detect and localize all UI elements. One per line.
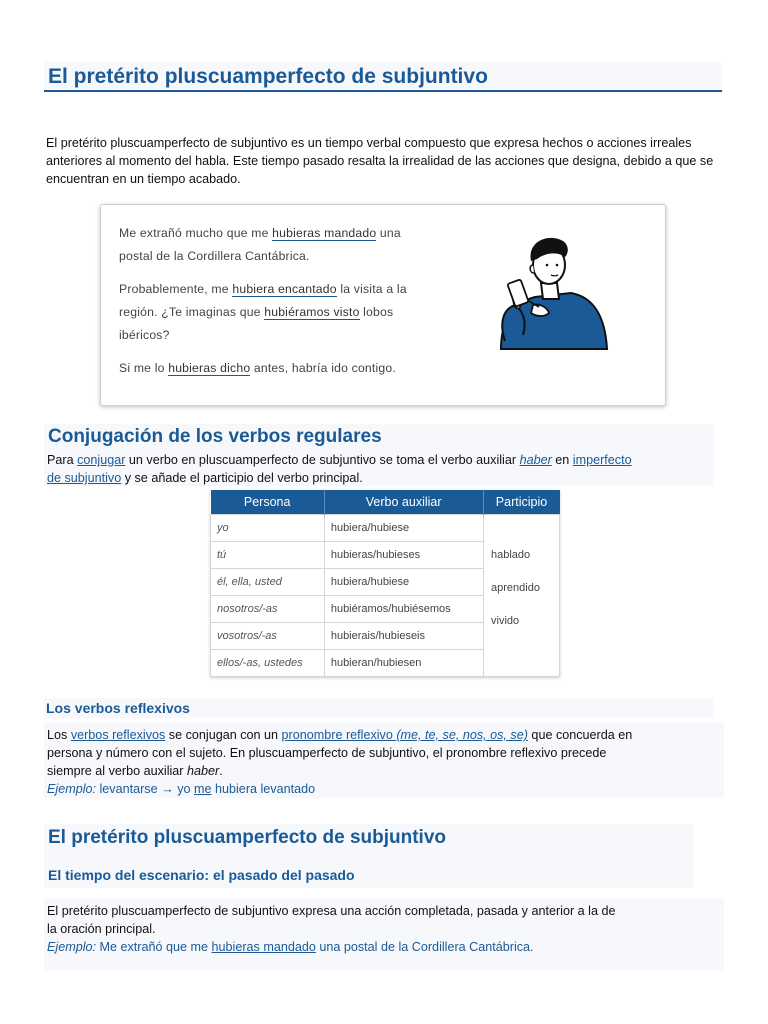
header-verbo-auxiliar: Verbo auxiliar — [324, 490, 483, 515]
reflexive-line-3 — [47, 762, 727, 780]
example-label: Ejemplo: — [47, 940, 96, 954]
conjugation-paragraph — [47, 451, 719, 469]
section2-heading: El pretérito pluscuamperfecto de subjuntivo — [48, 827, 447, 848]
text: pronombre reflexivo — [281, 728, 393, 742]
participle-vivido: vivido — [491, 615, 520, 627]
text: un verbo en pluscuamperfecto de subjuntivo se toma el verbo auxiliar — [125, 453, 520, 467]
example-1-line-2: postal de la Cordillera Cantábrica. — [119, 249, 310, 263]
persona-cell: tú — [211, 542, 325, 569]
imperfecto-link[interactable]: imperfecto — [572, 453, 632, 467]
persona-cell: él, ella, usted — [211, 569, 325, 596]
reflexive-heading: Los verbos reflexivos — [44, 698, 714, 718]
verbos-reflexivos-link[interactable]: verbos reflexivos — [70, 728, 166, 742]
text: Me extrañó mucho que me — [119, 226, 273, 240]
haber-link[interactable]: haber — [519, 453, 552, 467]
participle-hablado: hablado — [491, 549, 531, 561]
header-persona: Persona — [211, 490, 325, 515]
persona-cell: nosotros/-as — [211, 596, 325, 623]
reflexive-example — [47, 780, 727, 798]
text: se conjugan con un — [165, 728, 282, 742]
text: levantarse → yo — [96, 782, 194, 796]
conjugation-paragraph-line-2 — [47, 469, 719, 487]
highlighted-verb: hubieras dicho — [168, 361, 251, 375]
man-with-phone-illustration-icon — [493, 231, 618, 361]
reflexive-line-2: persona y número con el sujeto. En pluscuamperfecto de subjuntivo, el pronombre reflexivo precede — [47, 746, 607, 760]
section2-example — [47, 938, 727, 956]
text: antes, habría ido contigo. — [250, 361, 396, 375]
example-2-line-1 — [119, 278, 407, 301]
text: haber — [187, 764, 220, 778]
section2-line-1: El pretérito pluscuamperfecto de subjuntivo expresa una acción completada, pasada y anterior a la de — [47, 904, 616, 918]
example-3-line-1 — [119, 357, 396, 380]
participio-cell — [483, 515, 560, 677]
highlighted-verb: hubieras mandado — [272, 226, 377, 240]
section2-subheading: El tiempo del escenario: el pasado del pasado — [48, 867, 355, 883]
auxiliar-cell: hubiera/hubiese — [324, 515, 483, 542]
auxiliar-cell: hubieran/hubiesen — [324, 650, 483, 677]
table-row — [211, 515, 560, 542]
auxiliar-cell: hubierais/hubieseis — [324, 623, 483, 650]
auxiliar-cell: hubiera/hubiese — [324, 569, 483, 596]
text: Para — [47, 453, 78, 467]
text: Me extrañó que me — [96, 940, 212, 954]
text: hubiera levantado — [211, 782, 316, 796]
text: Si me lo — [119, 361, 169, 375]
header-participio: Participio — [483, 490, 560, 515]
page-title: El pretérito pluscuamperfecto de subjuntivo — [44, 62, 722, 92]
auxiliar-cell: hubieras/hubieses — [324, 542, 483, 569]
example-2-line-3: ibéricos? — [119, 328, 170, 342]
participle-aprendido: aprendido — [491, 582, 540, 594]
text: la visita a la — [336, 282, 407, 296]
conjugation-heading: Conjugación de los verbos regulares — [46, 425, 606, 449]
text: hubieras mandado — [211, 940, 316, 954]
pronombre-reflexivo-link[interactable] — [282, 728, 528, 742]
highlighted-verb: hubiera encantado — [232, 282, 337, 296]
section2-line-2: la oración principal. — [47, 922, 156, 936]
example-2-line-2 — [119, 301, 393, 324]
text: siempre al verbo auxiliar — [47, 764, 187, 778]
example-label: Ejemplo: — [47, 782, 96, 796]
text: región. ¿Te imaginas que — [119, 305, 265, 319]
text: una postal de la Cordillera Cantábrica. — [315, 940, 534, 954]
conjugar-link[interactable]: conjugar — [77, 453, 126, 467]
reflexive-line-1 — [47, 726, 727, 744]
text: lobos — [359, 305, 394, 319]
text: (me, te, se, nos, os, se) — [392, 728, 528, 742]
persona-cell: vosotros/-as — [211, 623, 325, 650]
text: y se añade el participio del verbo principal. — [121, 471, 363, 485]
text: Probablemente, me — [119, 282, 233, 296]
persona-cell: ellos/-as, ustedes — [211, 650, 325, 677]
table-header-row — [211, 490, 560, 515]
text: Los — [47, 728, 71, 742]
text: en — [551, 453, 573, 467]
example-card — [100, 204, 666, 406]
highlighted-verb: hubiéramos visto — [264, 305, 360, 319]
persona-cell: yo — [211, 515, 325, 542]
text: una — [376, 226, 401, 240]
intro-paragraph: El pretérito pluscuamperfecto de subjuntivo es un tiempo verbal compuesto que expresa hechos o acciones irreales anteriores al momento del habla. Este tiempo pasado resalta la irrealidad de las acciones que designa, debido a que se encuentran en un tiempo acabado. — [46, 136, 714, 186]
text: . — [219, 764, 223, 778]
text: me — [194, 782, 212, 796]
subjuntivo-link[interactable]: de subjuntivo — [47, 471, 122, 485]
example-1-line-1 — [119, 222, 401, 245]
text: que concuerda en — [527, 728, 633, 742]
auxiliar-cell: hubiéramos/hubiésemos — [324, 596, 483, 623]
